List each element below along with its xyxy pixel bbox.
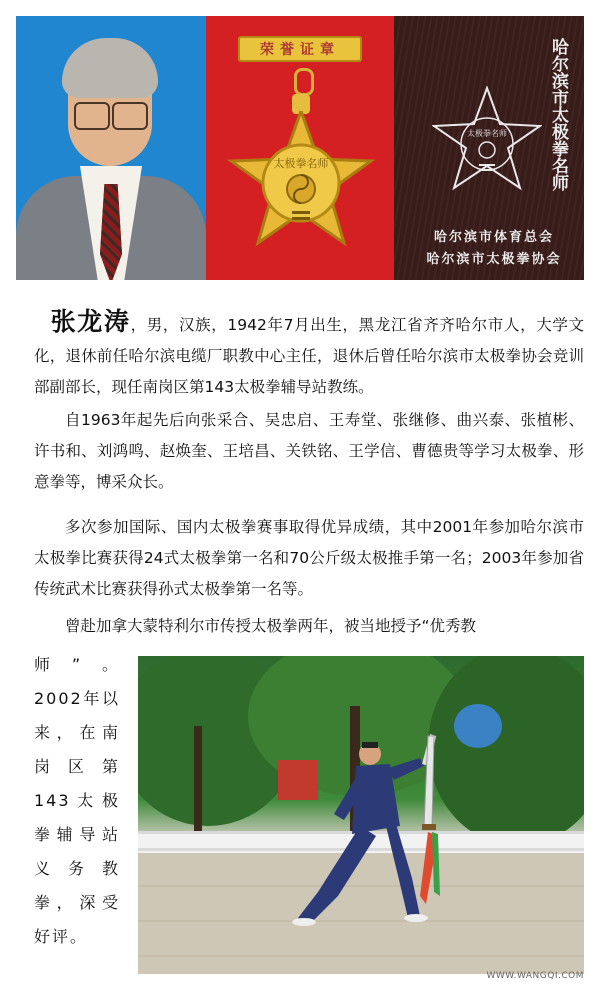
- person-name: 张龙涛: [50, 307, 131, 336]
- portrait-photo: [16, 16, 206, 280]
- medal-ribbon-label: 荣誉证章: [238, 36, 362, 62]
- medal-star-icon: [226, 111, 376, 271]
- award-plaque: [394, 16, 584, 280]
- plaque-emblem-label: 太极拳名师: [467, 129, 507, 138]
- plaque-org-2: 哈尔滨市太极拳协会: [426, 252, 562, 267]
- taichi-sword-photo: [138, 656, 584, 974]
- header-banner: [16, 16, 584, 280]
- site-watermark: WWW.WANGQI.COM: [486, 971, 584, 981]
- bio-paragraph-4-continued: 师”。2002年以来，在南岗区第143太极拳辅导站义务教拳，深受好评。: [34, 655, 120, 946]
- plaque-org-1: 哈尔滨市体育总会: [433, 230, 554, 245]
- medal-center-label: 太极拳名师: [273, 157, 329, 170]
- bio-p1-text: ，男，汉族，1942年7月出生，黑龙江省齐齐哈尔市人，大学文化，退休前任哈尔滨电缆厂职教中心主任，退休后曾任哈尔滨市太极拳协会竞训部副部长，现任南岗区第143太极拳辅导站教练。: [34, 316, 584, 396]
- bio-paragraph-1: [34, 306, 584, 403]
- plaque-emblem-icon: [432, 86, 542, 206]
- bio-paragraph-3: 多次参加国际、国内太极拳赛事取得优异成绩，其中2001年参加哈尔滨市太极拳比赛获得24式太极拳第一名和70公斤级太极推手第一名；2003年参加省传统武术比赛获得孙式太极拳第一名等。: [34, 518, 584, 598]
- bio-paragraph-4: 曾赴加拿大蒙特利尔市传授太极拳两年，被当地授予“优秀教: [65, 617, 477, 635]
- medal-photo: [206, 16, 394, 280]
- plaque-title: 哈尔滨市太极拳名师: [548, 38, 568, 191]
- bio-paragraph-2: 自1963年起先后向张采合、吴忠启、王寿堂、张继修、曲兴泰、张植彬、许书和、刘鸿鸣、赵焕奎、王培昌、关铁铭、王学信、曹德贵等学习太极拳、形意拳等，博采众长。: [34, 411, 584, 491]
